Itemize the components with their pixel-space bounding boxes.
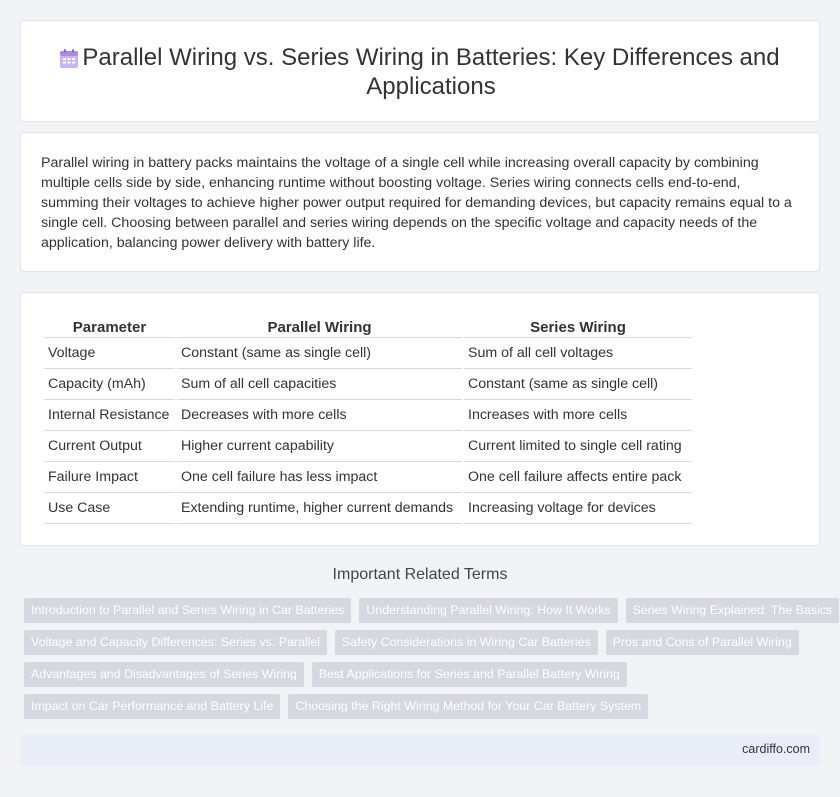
related-term-link[interactable]: Impact on Car Performance and Battery Life xyxy=(24,694,280,719)
table-header-row xyxy=(44,317,692,338)
table-row xyxy=(44,431,692,462)
title-wrap xyxy=(21,21,821,123)
summary-paragraph: Parallel wiring in battery packs maintains the voltage of a single cell while increasing overall capacity by combining multiple cells side by side, enhancing runtime without boosting voltage. Series wiring connects cells end-to-end, summing their voltages to achieve higher power output required for demanding devices, but capacity remains equal to a single cell. Choosing between parallel and series wiring depends on the specific voltage and capacity needs of the application, balancing power delivery with battery life. xyxy=(41,155,792,251)
table-cell: Internal Resistance xyxy=(44,400,175,431)
tag-row xyxy=(24,630,824,655)
table-cell: Sum of all cell capacities xyxy=(177,369,462,400)
related-term-link[interactable]: Pros and Cons of Parallel Wiring xyxy=(606,630,799,655)
related-term-link[interactable]: Best Applications for Series and Parallel Battery Wiring xyxy=(312,662,627,687)
footer-bar xyxy=(20,734,820,766)
related-terms-list xyxy=(24,598,833,726)
table-cell: Current limited to single cell rating xyxy=(464,431,692,462)
table-cell: Capacity (mAh) xyxy=(44,369,175,400)
tag-row xyxy=(24,598,833,623)
table-cell: Use Case xyxy=(44,493,175,524)
table-cell: Extending runtime, higher current demands xyxy=(177,493,462,524)
related-terms-heading: Important Related Terms xyxy=(332,566,508,583)
footer-site-name: cardiffo.com xyxy=(742,742,810,756)
table-row xyxy=(44,493,692,524)
table-cell: Increasing voltage for devices xyxy=(464,493,692,524)
column-header-series: Series Wiring xyxy=(464,317,692,338)
table-cell: One cell failure affects entire pack xyxy=(464,462,692,493)
related-term-link[interactable]: Advantages and Disadvantages of Series Wiring xyxy=(24,662,304,687)
tag-row xyxy=(24,662,824,687)
comparison-table xyxy=(42,317,694,524)
table-row xyxy=(44,462,692,493)
column-header-parameter: Parameter xyxy=(44,317,175,338)
table-cell: Increases with more cells xyxy=(464,400,692,431)
related-term-link[interactable]: Voltage and Capacity Differences: Series vs. Parallel xyxy=(24,630,327,655)
table-cell: Higher current capability xyxy=(177,431,462,462)
title-card xyxy=(20,20,820,122)
related-term-link[interactable]: Understanding Parallel Wiring: How It Works xyxy=(359,598,617,623)
related-term-link[interactable]: Choosing the Right Wiring Method for Your Car Battery System xyxy=(288,694,648,719)
summary-card xyxy=(20,132,820,272)
table-row xyxy=(44,338,692,369)
table-cell: Current Output xyxy=(44,431,175,462)
table-cell: One cell failure has less impact xyxy=(177,462,462,493)
table-cell: Decreases with more cells xyxy=(177,400,462,431)
related-term-link[interactable]: Series Wiring Explained: The Basics xyxy=(626,598,839,623)
related-term-link[interactable]: Safety Considerations in Wiring Car Batteries xyxy=(335,630,598,655)
column-header-parallel: Parallel Wiring xyxy=(177,317,462,338)
table-cell: Sum of all cell voltages xyxy=(464,338,692,369)
table-cell: Voltage xyxy=(44,338,175,369)
related-term-link[interactable]: Introduction to Parallel and Series Wiring in Car Batteries xyxy=(24,598,351,623)
comparison-card xyxy=(20,292,820,546)
table-row xyxy=(44,369,692,400)
table-row xyxy=(44,400,692,431)
page-title: Parallel Wiring vs. Series Wiring in Batteries: Key Differences and Applications xyxy=(82,44,780,100)
table-cell: Constant (same as single cell) xyxy=(177,338,462,369)
table-cell: Constant (same as single cell) xyxy=(464,369,692,400)
table-cell: Failure Impact xyxy=(44,462,175,493)
tag-row xyxy=(24,694,824,719)
